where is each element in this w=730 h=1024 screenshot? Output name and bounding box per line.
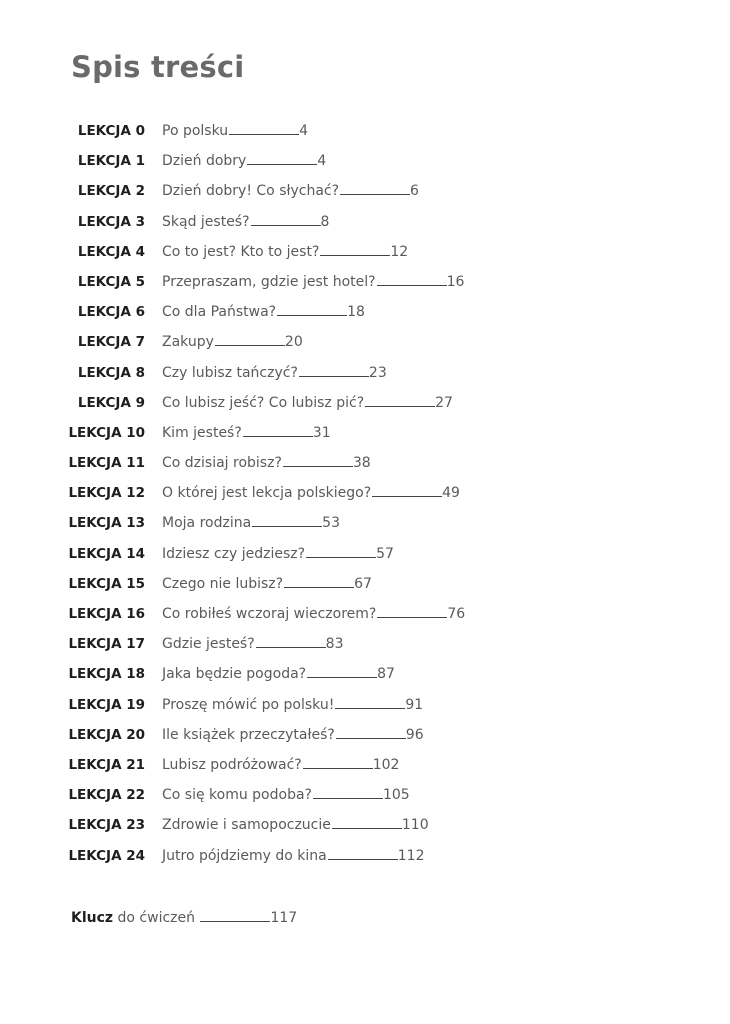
toc-row: [0, 388, 730, 418]
lesson-entry: [162, 780, 410, 810]
lesson-title: Jutro pójdziemy do kina: [162, 847, 327, 864]
lesson-label: LEKCJA 22: [68, 787, 145, 804]
leader-line: [372, 495, 442, 497]
lesson-label: LEKCJA 15: [68, 575, 145, 592]
lesson-title: Zakupy: [162, 334, 214, 351]
toc-row: [0, 418, 730, 448]
toc-row: [0, 841, 730, 871]
toc-row: [0, 539, 730, 569]
lesson-entry: [162, 327, 303, 357]
toc-row: [0, 358, 730, 388]
leader-line: [243, 435, 313, 437]
lesson-page-number: 102: [372, 756, 400, 773]
lesson-label: LEKCJA 8: [77, 364, 145, 381]
lesson-label: LEKCJA 19: [68, 696, 145, 713]
leader-line: [307, 676, 377, 678]
lesson-entry: [162, 448, 371, 478]
lesson-entry: [162, 539, 394, 569]
leader-line: [251, 224, 321, 226]
lesson-label: LEKCJA 13: [68, 515, 145, 532]
lesson-label: LEKCJA 16: [68, 606, 145, 622]
lesson-page-number: 53: [322, 515, 340, 532]
lesson-page-number: 105: [382, 787, 410, 804]
lesson-title: Idziesz czy jedziesz?: [162, 545, 306, 562]
toc-row: [0, 810, 730, 840]
lesson-page-number: 6: [410, 183, 419, 200]
leader-line: [256, 646, 326, 648]
lesson-label: LEKCJA 18: [68, 666, 145, 683]
lesson-page-number: 20: [284, 334, 303, 351]
toc-row: [0, 267, 730, 297]
lesson-page-number: 18: [347, 304, 365, 321]
leader-line: [328, 858, 398, 860]
leader-line: [313, 797, 383, 799]
lesson-title: Co to jest? Kto to jest?: [162, 243, 320, 260]
lesson-title: Po polsku: [162, 123, 229, 139]
leader-line: [284, 586, 354, 588]
lesson-label: LEKCJA 21: [68, 756, 145, 773]
lesson-title: Zdrowie i samopoczucie: [162, 817, 331, 834]
lesson-entry: [162, 478, 460, 508]
answer-key-label: do ćwiczeń: [113, 910, 200, 926]
lesson-entry: [162, 508, 340, 538]
lesson-label: LEKCJA 11: [68, 455, 145, 472]
toc-row: [0, 690, 730, 720]
lesson-page-number: 76: [447, 606, 466, 622]
lesson-label: LEKCJA 1: [77, 153, 145, 170]
toc-row: [0, 478, 730, 508]
leader-line: [335, 707, 405, 709]
toc-row: [0, 116, 730, 146]
toc-row: [0, 146, 730, 176]
toc-row: [0, 659, 730, 689]
lesson-page-number: 87: [377, 666, 395, 683]
lesson-title: Dzień dobry: [162, 153, 247, 170]
lesson-label: LEKCJA 9: [77, 394, 145, 411]
lesson-page-number: 110: [401, 817, 429, 834]
lesson-page-number: 38: [352, 455, 371, 472]
toc-row: [0, 508, 730, 538]
lesson-entry: [162, 599, 465, 629]
leader-line: [320, 254, 390, 256]
lesson-entry: [162, 418, 331, 448]
leader-line: [283, 465, 353, 467]
lesson-title: Jaka będzie pogoda?: [162, 666, 307, 683]
leader-line: [215, 344, 285, 346]
lesson-label: LEKCJA 3: [77, 213, 145, 230]
lesson-page-number: 31: [312, 424, 331, 441]
lesson-entry: [162, 388, 453, 418]
lesson-label: LEKCJA 23: [68, 817, 145, 834]
lesson-title: Lubisz podróżować?: [162, 756, 302, 773]
leader-line: [377, 616, 447, 618]
lesson-label: LEKCJA 10: [68, 424, 145, 441]
leader-line: [332, 827, 402, 829]
lesson-title: Gdzie jesteś?: [162, 636, 255, 653]
leader-line: [200, 920, 270, 922]
lesson-entry: [162, 690, 423, 720]
lesson-label: LEKCJA 7: [77, 334, 145, 351]
lesson-page-number: 112: [397, 847, 425, 864]
toc-row: [0, 569, 730, 599]
lesson-label: LEKCJA 6: [77, 304, 145, 321]
lesson-title: Co się komu podoba?: [162, 787, 312, 804]
lesson-title: Co dla Państwa?: [162, 304, 277, 321]
lesson-label: LEKCJA 14: [68, 545, 145, 562]
table-of-contents: [0, 116, 730, 871]
toc-row: [0, 629, 730, 659]
lesson-title: Skąd jesteś?: [162, 213, 250, 230]
leader-line: [277, 314, 347, 316]
lesson-entry: [162, 629, 344, 659]
lesson-entry: [162, 207, 329, 237]
lesson-entry: [162, 841, 425, 871]
answer-key-page-number: 117: [270, 910, 298, 926]
lesson-label: LEKCJA 12: [68, 485, 145, 502]
lesson-title: Przepraszam, gdzie jest hotel?: [162, 273, 376, 290]
lesson-entry: [162, 146, 326, 176]
leader-line: [365, 405, 435, 407]
lesson-entry: [162, 297, 365, 327]
lesson-entry: [162, 569, 372, 599]
leader-line: [252, 525, 322, 527]
leader-line: [247, 163, 317, 165]
leader-line: [377, 284, 447, 286]
toc-row: [0, 599, 730, 629]
lesson-page-number: 12: [390, 243, 409, 260]
leader-line: [303, 767, 373, 769]
lesson-page-number: 23: [368, 364, 387, 381]
leader-line: [299, 375, 369, 377]
lesson-title: Ile książek przeczytałeś?: [162, 726, 335, 743]
lesson-entry: [162, 750, 399, 780]
lesson-page-number: 57: [376, 545, 394, 562]
lesson-entry: [162, 358, 387, 388]
lesson-entry: [162, 237, 408, 267]
leader-line: [340, 193, 410, 195]
lesson-label: LEKCJA 2: [77, 183, 145, 200]
lesson-entry: [162, 267, 464, 297]
lesson-page-number: 27: [435, 394, 453, 411]
toc-row: [0, 297, 730, 327]
lesson-title: Kim jesteś?: [162, 424, 242, 441]
lesson-page-number: 8: [320, 213, 330, 230]
lesson-title: Moja rodzina: [162, 515, 252, 532]
toc-row: [0, 327, 730, 357]
lesson-page-number: 67: [354, 575, 372, 592]
lesson-title: Czego nie lubisz?: [162, 575, 284, 592]
lesson-label: LEKCJA 17: [68, 636, 145, 653]
answer-key-entry: [71, 903, 297, 933]
lesson-title: Czy lubisz tańczyć?: [162, 364, 298, 381]
lesson-page-number: 4: [317, 153, 327, 170]
lesson-title: Proszę mówić po polsku!: [162, 696, 335, 713]
lesson-label: LEKCJA 5: [77, 273, 145, 290]
leader-line: [229, 133, 299, 135]
toc-row: [0, 780, 730, 810]
lesson-entry: [162, 810, 429, 840]
lesson-entry: [162, 116, 308, 146]
toc-row: [0, 207, 730, 237]
leader-line: [306, 556, 376, 558]
lesson-page-number: 4: [299, 123, 309, 139]
lesson-label: LEKCJA 4: [77, 243, 145, 260]
lesson-title: Co dzisiaj robisz?: [162, 455, 282, 472]
lesson-page-number: 91: [405, 696, 424, 713]
toc-row: [0, 448, 730, 478]
lesson-title: Co lubisz jeść? Co lubisz pić?: [162, 394, 365, 411]
page-title: Spis treści: [71, 50, 245, 84]
answer-key-label-bold: Klucz: [71, 910, 114, 926]
lesson-entry: [162, 720, 424, 750]
lesson-page-number: 16: [446, 273, 465, 290]
lesson-title: O której jest lekcja polskiego?: [162, 485, 372, 502]
lesson-label: LEKCJA 20: [68, 726, 145, 743]
lesson-entry: [162, 659, 395, 689]
lesson-page-number: 49: [442, 485, 460, 502]
toc-row: [0, 750, 730, 780]
lesson-title: Dzień dobry! Co słychać?: [162, 183, 340, 200]
toc-row: [0, 237, 730, 267]
leader-line: [336, 737, 406, 739]
lesson-label: LEKCJA 0: [77, 123, 145, 139]
lesson-title: Co robiłeś wczoraj wieczorem?: [162, 606, 377, 622]
lesson-page-number: 96: [405, 726, 424, 743]
lesson-page-number: 83: [325, 636, 344, 653]
toc-row: [0, 720, 730, 750]
lesson-label: LEKCJA 24: [68, 847, 145, 864]
lesson-entry: [162, 176, 419, 206]
toc-row: [0, 176, 730, 206]
